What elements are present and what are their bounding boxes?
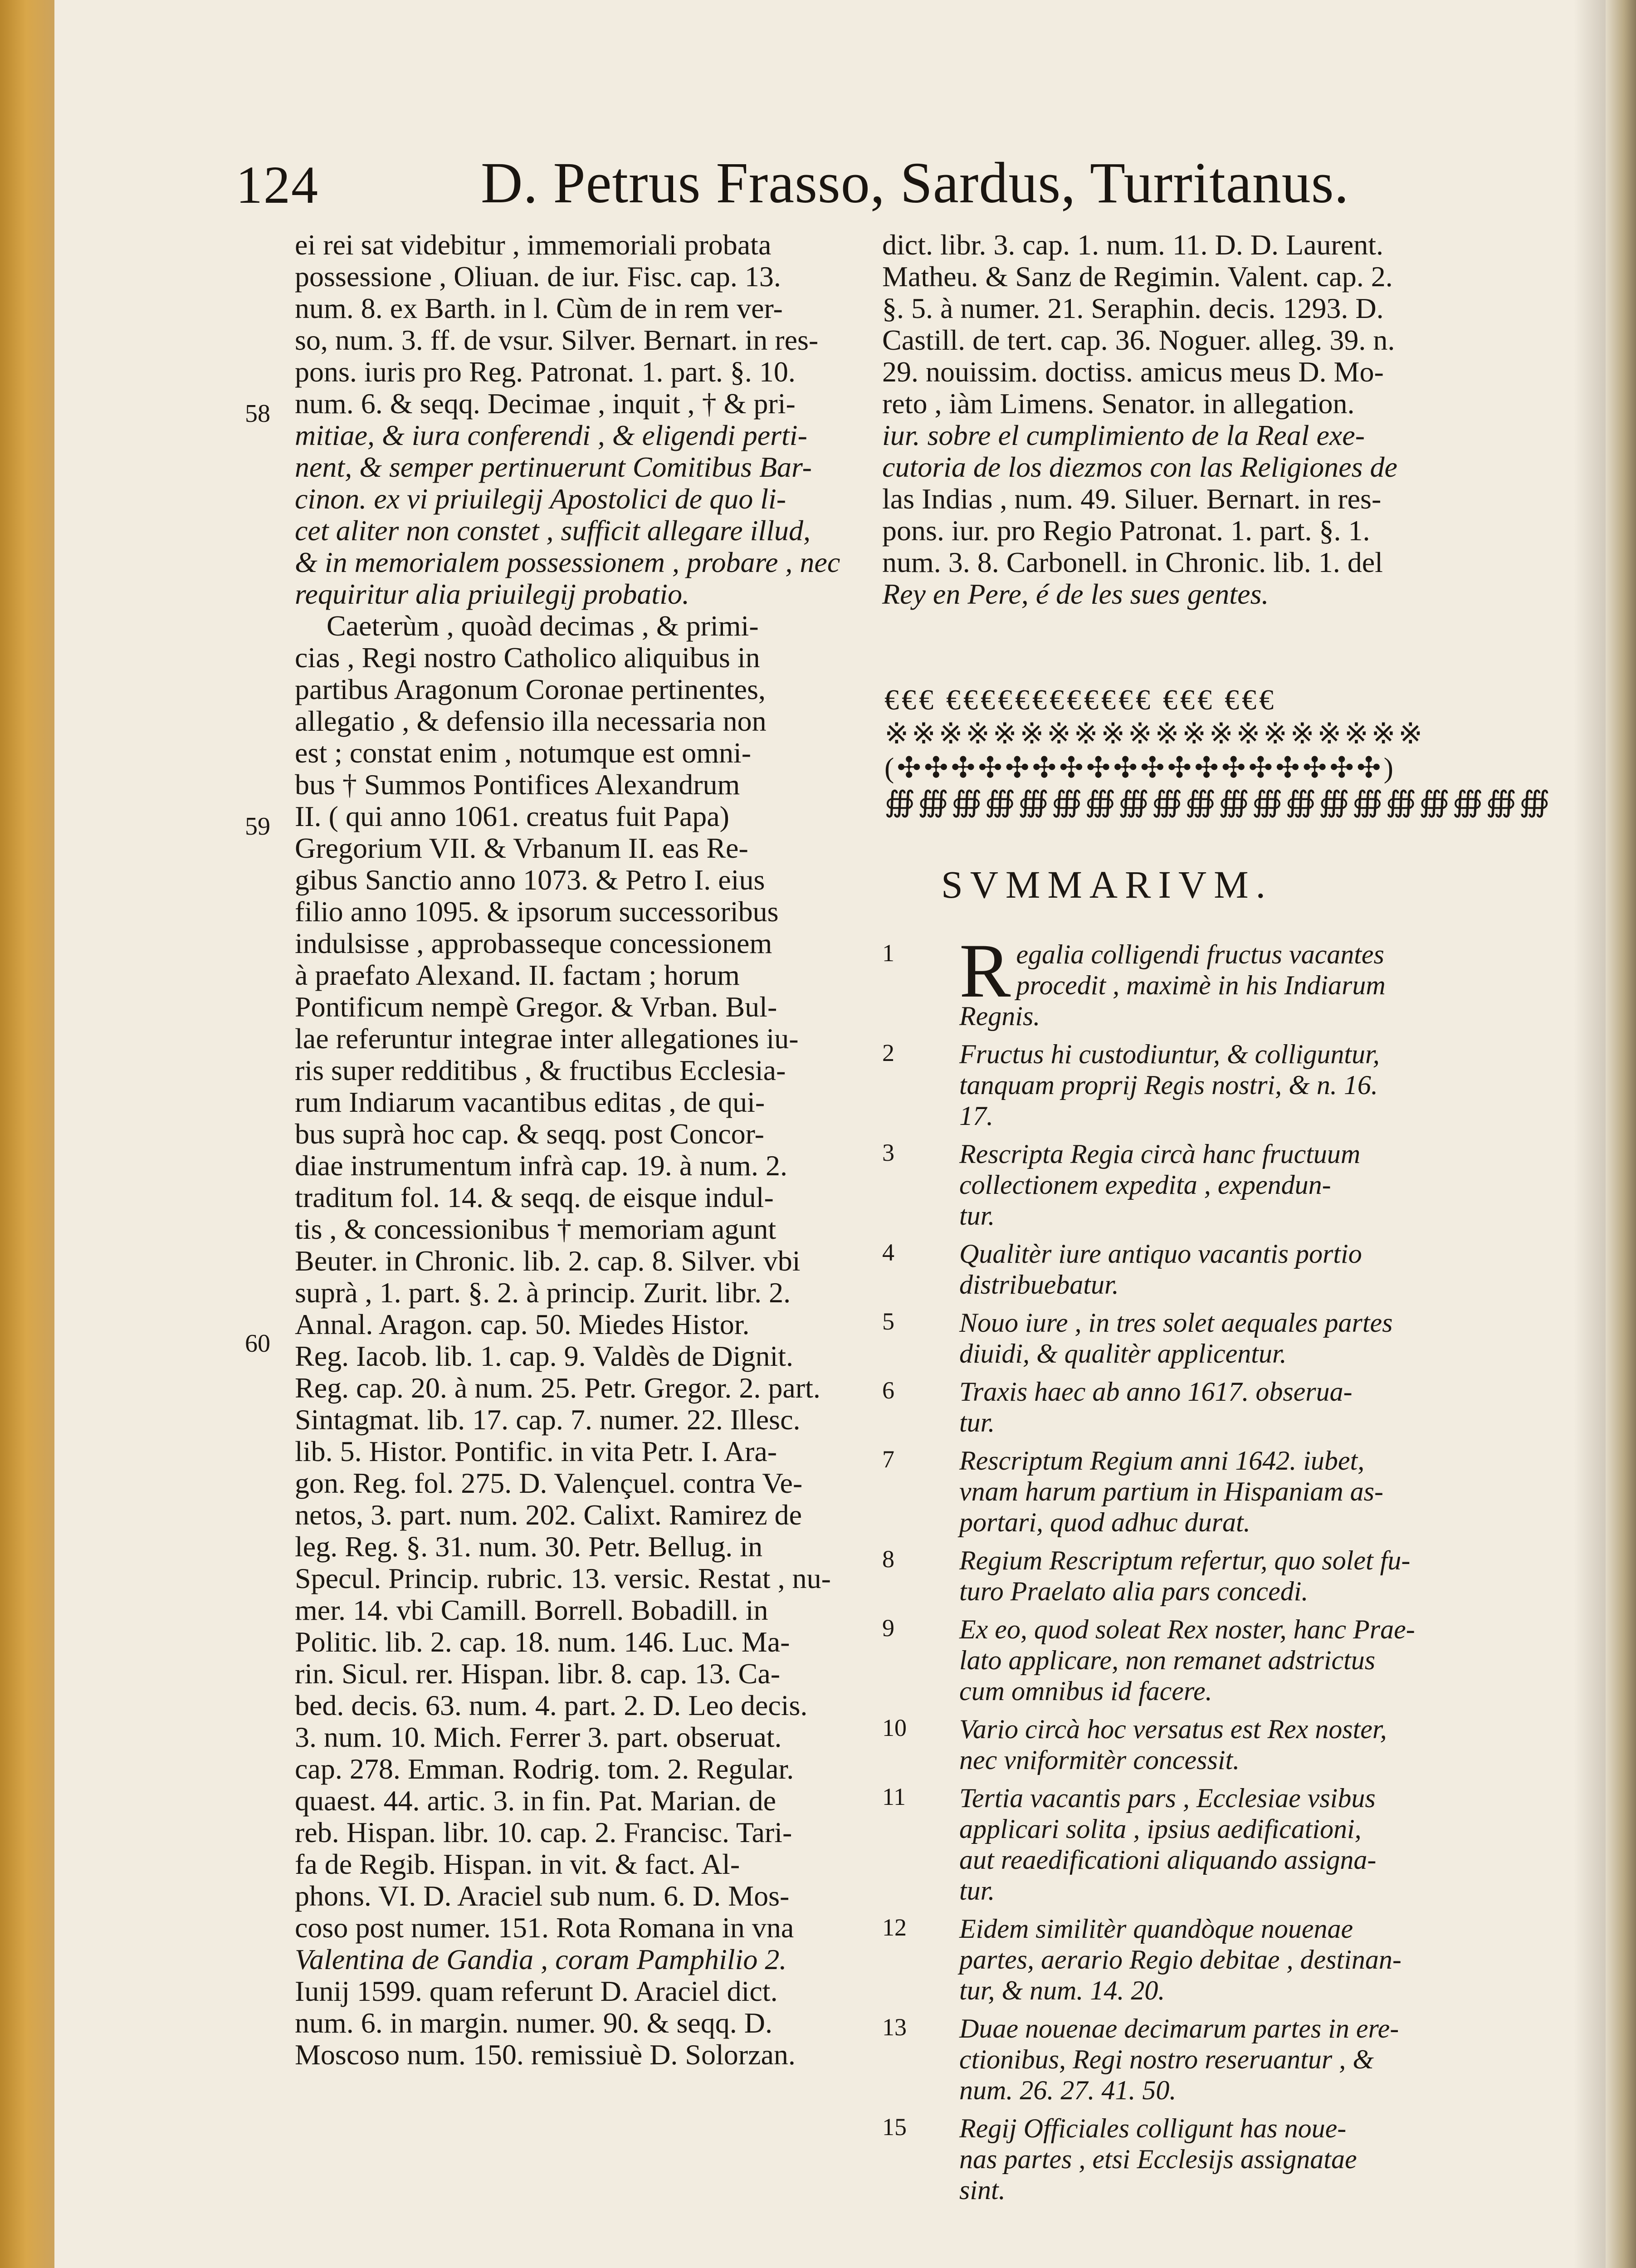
summary-item bbox=[882, 1139, 1454, 1231]
text-line: cias , Regi nostro Catholico aliquibus in bbox=[295, 641, 760, 674]
text-line: Rey en Pere, é de les sues gentes. bbox=[882, 578, 1269, 610]
summary-line: tur. bbox=[959, 1876, 995, 1906]
text-line: mer. 14. vbi Camill. Borrell. Bobadill. in bbox=[295, 1594, 768, 1626]
margin-number: 60 bbox=[245, 1330, 270, 1358]
text-line: partibus Aragonum Coronae pertinentes, bbox=[295, 673, 766, 705]
text-line: num. 6. in margin. numer. 90. & seqq. D. bbox=[295, 2007, 772, 2039]
text-line: Specul. Princip. rubric. 13. versic. Restat , nu- bbox=[295, 1562, 831, 1594]
summary-line: turo Praelato alia pars concedi. bbox=[959, 1576, 1309, 1606]
summary-line: aut reaedificationi aliquando assigna- bbox=[959, 1845, 1377, 1875]
text-line: Iunij 1599. quam referunt D. Araciel dict. bbox=[295, 1975, 778, 2007]
summary-line: vnam harum partium in Hispaniam as- bbox=[959, 1476, 1384, 1506]
text-line: rum Indiarum vacantibus editas , de qui- bbox=[295, 1086, 765, 1118]
page-number: 124 bbox=[236, 155, 319, 215]
running-title: D. Petrus Frasso, Sardus, Turritanus. bbox=[481, 151, 1349, 215]
page-edges bbox=[1606, 0, 1636, 2268]
text-line: gibus Sanctio anno 1073. & Petro I. eius bbox=[295, 864, 765, 896]
summary-number: 2 bbox=[882, 1039, 894, 1066]
text-line: rin. Sicul. rer. Hispan. libr. 8. cap. 13. Ca- bbox=[295, 1657, 781, 1690]
summarium-title: SVMMARIVM. bbox=[941, 863, 1273, 906]
summarium-list bbox=[882, 928, 1454, 2205]
summary-number: 3 bbox=[882, 1139, 894, 1166]
text-line: netos, 3. part. num. 202. Calixt. Ramirez de bbox=[295, 1499, 802, 1531]
text-line: num. 3. 8. Carbonell. in Chronic. lib. 1. del bbox=[882, 546, 1383, 578]
margin-number: 59 bbox=[245, 812, 270, 841]
text-line: dict. libr. 3. cap. 1. num. 11. D. D. Laurent. bbox=[882, 229, 1383, 261]
ornament-row: ∰∰∰∰∰∰∰∰∰∰∰∰∰∰∰∰∰∰∰∰ bbox=[884, 786, 1553, 818]
text-line: requiritur alia priuilegij probatio. bbox=[295, 578, 689, 610]
text-line: Reg. cap. 20. à num. 25. Petr. Gregor. 2. part. bbox=[295, 1372, 820, 1404]
text-line: so, num. 3. ff. de vsur. Silver. Bernart. in res- bbox=[295, 324, 819, 356]
text-line: Sintagmat. lib. 17. cap. 7. numer. 22. Illesc. bbox=[295, 1403, 801, 1436]
text-line: ei rei sat videbitur , immemoriali probata bbox=[295, 229, 772, 261]
ornament-row: €€€ €€€€€€€€€€€€ €€€ €€€ bbox=[884, 684, 1276, 716]
text-line: ris super redditibus , & fructibus Ecclesia- bbox=[295, 1054, 786, 1086]
summary-item bbox=[882, 2013, 1454, 2106]
text-line: est ; constat enim , notumque est omni- bbox=[295, 737, 752, 769]
summary-number: 1 bbox=[882, 939, 894, 967]
margin-number: 58 bbox=[245, 400, 270, 428]
drop-cap: R bbox=[959, 928, 1011, 1013]
summary-line: Vario circà hoc versatus est Rex noster, bbox=[959, 1714, 1387, 1744]
text-line: cinon. ex vi priuilegij Apostolici de quo li- bbox=[295, 483, 786, 515]
summary-line: sint. bbox=[959, 2175, 1006, 2205]
text-line: num. 6. & seqq. Decimae , inquit , † & pri- bbox=[295, 387, 796, 420]
text-line: 3. num. 10. Mich. Ferrer 3. part. obseruat. bbox=[295, 1721, 782, 1753]
text-line: iur. sobre el cumplimiento de la Real exe- bbox=[882, 419, 1365, 451]
summary-line: nas partes , etsi Ecclesijs assignatae bbox=[959, 2144, 1357, 2174]
text-line: pons. iuris pro Reg. Patronat. 1. part. §. 10. bbox=[295, 356, 796, 388]
summary-line: ctionibus, Regi nostro reseruantur , & bbox=[959, 2044, 1374, 2074]
text-line: coso post numer. 151. Rota Romana in vna bbox=[295, 1911, 794, 1944]
summary-number: 11 bbox=[882, 1783, 906, 1810]
summary-number: 15 bbox=[882, 2113, 907, 2141]
text-line: bus † Summos Pontifices Alexandrum bbox=[295, 768, 740, 801]
text-line: & in memorialem possessionem , probare , nec bbox=[295, 546, 840, 578]
text-line: Caeterùm , quoàd decimas , & primi- bbox=[327, 610, 759, 642]
text-line: Valentina de Gandia , coram Pamphilio 2. bbox=[295, 1943, 787, 1975]
summary-number: 6 bbox=[882, 1377, 894, 1404]
summary-item bbox=[882, 928, 1454, 1031]
text-line: gon. Reg. fol. 275. D. Valençuel. contra Ve- bbox=[295, 1467, 803, 1499]
summary-line: tur. bbox=[959, 1201, 995, 1231]
summary-number: 12 bbox=[882, 1914, 907, 1941]
text-line: à praefato Alexand. II. factam ; horum bbox=[295, 959, 740, 991]
text-line: bed. decis. 63. num. 4. part. 2. D. Leo decis. bbox=[295, 1689, 808, 1721]
text-line: filio anno 1095. & ipsorum successoribus bbox=[295, 895, 779, 928]
text-line: Reg. Iacob. lib. 1. cap. 9. Valdès de Dignit. bbox=[295, 1340, 794, 1372]
summary-item bbox=[882, 1376, 1454, 1438]
summary-line: tur, & num. 14. 20. bbox=[959, 1975, 1165, 2005]
summary-line: Regnis. bbox=[959, 1001, 1040, 1031]
summary-line: diuidi, & qualitèr applicentur. bbox=[959, 1339, 1287, 1369]
summary-line: nec vniformitèr concessit. bbox=[959, 1745, 1240, 1775]
text-line: bus suprà hoc cap. & seqq. post Concor- bbox=[295, 1118, 764, 1150]
summary-line: Rescripta Regia circà hanc fructuum bbox=[959, 1139, 1361, 1169]
text-line: phons. VI. D. Araciel sub num. 6. D. Mos- bbox=[295, 1880, 790, 1912]
text-line: lae referuntur integrae inter allegationes iu- bbox=[295, 1022, 799, 1055]
text-line: pons. iur. pro Regio Patronat. 1. part. §. 1. bbox=[882, 514, 1370, 547]
text-line: reb. Hispan. libr. 10. cap. 2. Francisc. Tari- bbox=[295, 1816, 792, 1848]
text-line: Politic. lib. 2. cap. 18. num. 146. Luc. Ma- bbox=[295, 1626, 790, 1658]
summary-number: 8 bbox=[882, 1545, 894, 1573]
text-line: cet aliter non constet , sufficit allegare illud, bbox=[295, 514, 811, 547]
ornament-row: (✣✣✣✣✣✣✣✣✣✣✣✣✣✣✣✣✣✣) bbox=[884, 752, 1396, 784]
right-text-column bbox=[882, 229, 1449, 610]
summary-line: Qualitèr iure antiquo vacantis portio bbox=[959, 1239, 1362, 1269]
summary-item bbox=[882, 1545, 1454, 1607]
summary-line: procedit , maximè in his Indiarum bbox=[1016, 970, 1386, 1000]
summary-line: Ex eo, quod soleat Rex noster, hanc Prae- bbox=[959, 1614, 1415, 1644]
summary-line: cum omnibus id facere. bbox=[959, 1676, 1212, 1706]
text-line: traditum fol. 14. & seqq. de eisque indul- bbox=[295, 1181, 774, 1213]
summary-line: Traxis haec ab anno 1617. obserua- bbox=[959, 1377, 1353, 1407]
summary-line: Tertia vacantis pars , Ecclesiae vsibus bbox=[959, 1783, 1376, 1813]
text-line: leg. Reg. §. 31. num. 30. Petr. Bellug. in bbox=[295, 1530, 763, 1563]
summary-number: 5 bbox=[882, 1308, 894, 1335]
summary-number: 9 bbox=[882, 1614, 894, 1642]
summary-line: applicari solita , ipsius aedificationi, bbox=[959, 1814, 1362, 1844]
summary-line: portari, quod adhuc durat. bbox=[959, 1507, 1250, 1537]
summary-item bbox=[882, 1307, 1454, 1369]
summary-line: lato applicare, non remanet adstrictus bbox=[959, 1645, 1376, 1675]
summary-line: num. 26. 27. 41. 50. bbox=[959, 2075, 1177, 2105]
text-line: quaest. 44. artic. 3. in fin. Pat. Marian. de bbox=[295, 1784, 776, 1817]
summary-line: egalia colligendi fructus vacantes bbox=[1016, 939, 1384, 969]
text-line: Castill. de tert. cap. 36. Noguer. alleg. 39. n. bbox=[882, 324, 1395, 356]
summary-item bbox=[882, 2113, 1454, 2205]
book-spine-gutter bbox=[0, 0, 59, 2268]
summary-line: partes, aerario Regio debitae , destinan- bbox=[959, 1945, 1402, 1975]
text-line: allegatio , & defensio illa necessaria non bbox=[295, 705, 767, 737]
summary-item bbox=[882, 1445, 1454, 1538]
summary-line: tanquam proprij Regis nostri, & n. 16. bbox=[959, 1070, 1378, 1100]
summary-line: Duae nouenae decimarum partes in ere- bbox=[959, 2014, 1399, 2043]
text-line: num. 8. ex Barth. in l. Cùm de in rem ver- bbox=[295, 292, 783, 324]
text-line: lib. 5. Histor. Pontific. in vita Petr. I. Ara- bbox=[295, 1435, 777, 1467]
summary-item bbox=[882, 1714, 1454, 1775]
summary-item bbox=[882, 1039, 1454, 1131]
text-line: nent, & semper pertinuerunt Comitibus Bar- bbox=[295, 451, 812, 483]
text-line: Matheu. & Sanz de Regimin. Valent. cap. 2. bbox=[882, 260, 1393, 293]
text-line: 29. nouissim. doctiss. amicus meus D. Mo- bbox=[882, 356, 1384, 388]
summary-number: 10 bbox=[882, 1714, 907, 1741]
summary-line: distribuebatur. bbox=[959, 1270, 1119, 1300]
text-line: las Indias , num. 49. Siluer. Bernart. in res- bbox=[882, 483, 1382, 515]
page-shadow bbox=[1574, 0, 1606, 2268]
summary-item bbox=[882, 1913, 1454, 2006]
text-line: II. ( qui anno 1061. creatus fuit Papa) bbox=[295, 800, 729, 832]
summary-line: Eidem similitèr quandòque nouenae bbox=[959, 1914, 1353, 1944]
text-line: cap. 278. Emman. Rodrig. tom. 2. Regular. bbox=[295, 1753, 794, 1785]
summary-number: 4 bbox=[882, 1239, 894, 1266]
text-line: diae instrumentum infrà cap. 19. à num. 2. bbox=[295, 1149, 787, 1182]
text-line: suprà , 1. part. §. 2. à princip. Zurit. libr. 2. bbox=[295, 1276, 791, 1309]
text-line: tis , & concessionibus † memoriam agunt bbox=[295, 1213, 776, 1245]
text-line: fa de Regib. Hispan. in vit. & fact. Al- bbox=[295, 1848, 740, 1880]
text-line: indulsisse , approbasseque concessionem bbox=[295, 927, 772, 959]
text-line: Beuter. in Chronic. lib. 2. cap. 8. Silver. vbi bbox=[295, 1245, 801, 1277]
summary-item bbox=[882, 1783, 1454, 1906]
text-line: Gregorium VII. & Vrbanum II. eas Re- bbox=[295, 832, 748, 864]
summary-line: Fructus hi custodiuntur, & colliguntur, bbox=[959, 1039, 1380, 1069]
ornament-row: ※※※※※※※※※※※※※※※※※※※※ bbox=[884, 718, 1426, 750]
summary-line: Nouo iure , in tres solet aequales partes bbox=[959, 1308, 1393, 1338]
summary-line: Regij Officiales colligunt has noue- bbox=[959, 2113, 1347, 2143]
text-line: cutoria de los diezmos con las Religiones de bbox=[882, 451, 1397, 483]
text-line: reto , iàm Limens. Senator. in allegation. bbox=[882, 387, 1355, 420]
summary-item bbox=[882, 1614, 1454, 1706]
text-line: mitiae, & iura conferendi , & eligendi perti- bbox=[295, 419, 807, 451]
summary-line: tur. bbox=[959, 1408, 995, 1437]
summary-line: Rescriptum Regium anni 1642. iubet, bbox=[959, 1446, 1365, 1476]
summary-line: collectionem expedita , expendun- bbox=[959, 1170, 1331, 1200]
text-line: Moscoso num. 150. remissiuè D. Solorzan. bbox=[295, 2038, 796, 2071]
text-line: §. 5. à numer. 21. Seraphin. decis. 1293. D. bbox=[882, 292, 1384, 324]
summary-line: Regium Rescriptum refertur, quo solet fu- bbox=[959, 1545, 1411, 1575]
left-text-column bbox=[295, 229, 857, 2071]
summary-item bbox=[882, 1238, 1454, 1300]
summary-number: 13 bbox=[882, 2014, 907, 2041]
text-line: possessione , Oliuan. de iur. Fisc. cap. 13. bbox=[295, 260, 781, 293]
summary-line: 17. bbox=[959, 1101, 993, 1131]
text-line: Pontificum nempè Gregor. & Vrban. Bul- bbox=[295, 991, 777, 1023]
printer-ornament-band bbox=[884, 683, 1553, 819]
summary-number: 7 bbox=[882, 1446, 894, 1473]
text-line: Annal. Aragon. cap. 50. Miedes Histor. bbox=[295, 1308, 750, 1340]
